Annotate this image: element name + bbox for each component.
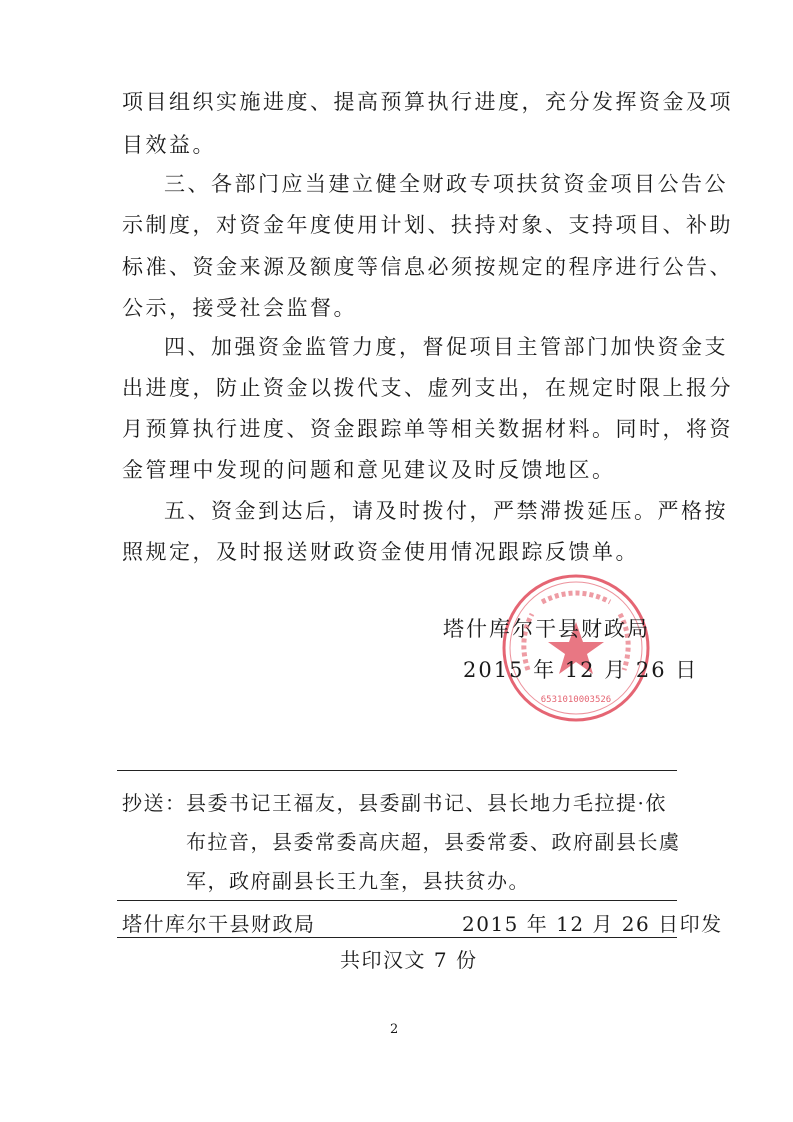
cc-label: 抄送： <box>122 791 187 815</box>
cc-line: 布拉音，县委常委高庆超，县委常委、政府副县长虞 <box>186 830 681 854</box>
signature-organization: 塔什库尔干县财政局 <box>443 617 650 641</box>
cc-line: 县委书记王福友，县委副书记、县长地力毛拉提·依 <box>186 791 667 815</box>
body-line: 照规定，及时报送财政资金使用情况跟踪反馈单。 <box>122 540 639 564</box>
footer-copies: 共印汉文 7 份 <box>340 948 478 972</box>
body-line: 出进度，防止资金以拨代支、虚列支出，在规定时限上报分 <box>122 376 733 400</box>
cc-bottom-divider <box>117 900 677 901</box>
body-line: 金管理中发现的问题和意见建议及时反馈地区。 <box>122 458 616 482</box>
signature-date: 2015 年 12 月 26 日 <box>463 658 699 682</box>
paragraph-5-start: 五、资金到达后，请及时拨付，严禁滞拨延压。严格按 <box>164 499 728 523</box>
body-line: 公示，接受社会监督。 <box>122 296 357 320</box>
official-seal-stamp <box>498 570 654 726</box>
footer-issuer: 塔什库尔干县财政局 <box>122 912 316 936</box>
body-line: 月预算执行进度、资金跟踪单等相关数据材料。同时，将资 <box>122 417 733 441</box>
body-line: 示制度，对资金年度使用计划、扶持对象、支持项目、补助 <box>122 213 733 237</box>
paragraph-4-start: 四、加强资金监管力度，督促项目主管部门加快资金支 <box>164 335 728 359</box>
body-line: 项目组织实施进度、提高预算执行进度，充分发挥资金及项 <box>122 90 733 114</box>
cc-top-divider <box>117 770 677 771</box>
footer-print-date: 2015 年 12 月 26 日印发 <box>462 912 723 936</box>
seal-serial: 6531010003526 <box>540 695 612 705</box>
body-line: 目效益。 <box>122 133 216 157</box>
cc-line: 军，政府副县长王九奎，县扶贫办。 <box>186 869 530 893</box>
page-number: 2 <box>390 1022 399 1037</box>
body-line: 标准、资金来源及额度等信息必须按规定的程序进行公告、 <box>122 255 733 279</box>
footer-divider <box>117 937 677 938</box>
paragraph-3-start: 三、各部门应当建立健全财政专项扶贫资金项目公告公 <box>164 172 728 196</box>
